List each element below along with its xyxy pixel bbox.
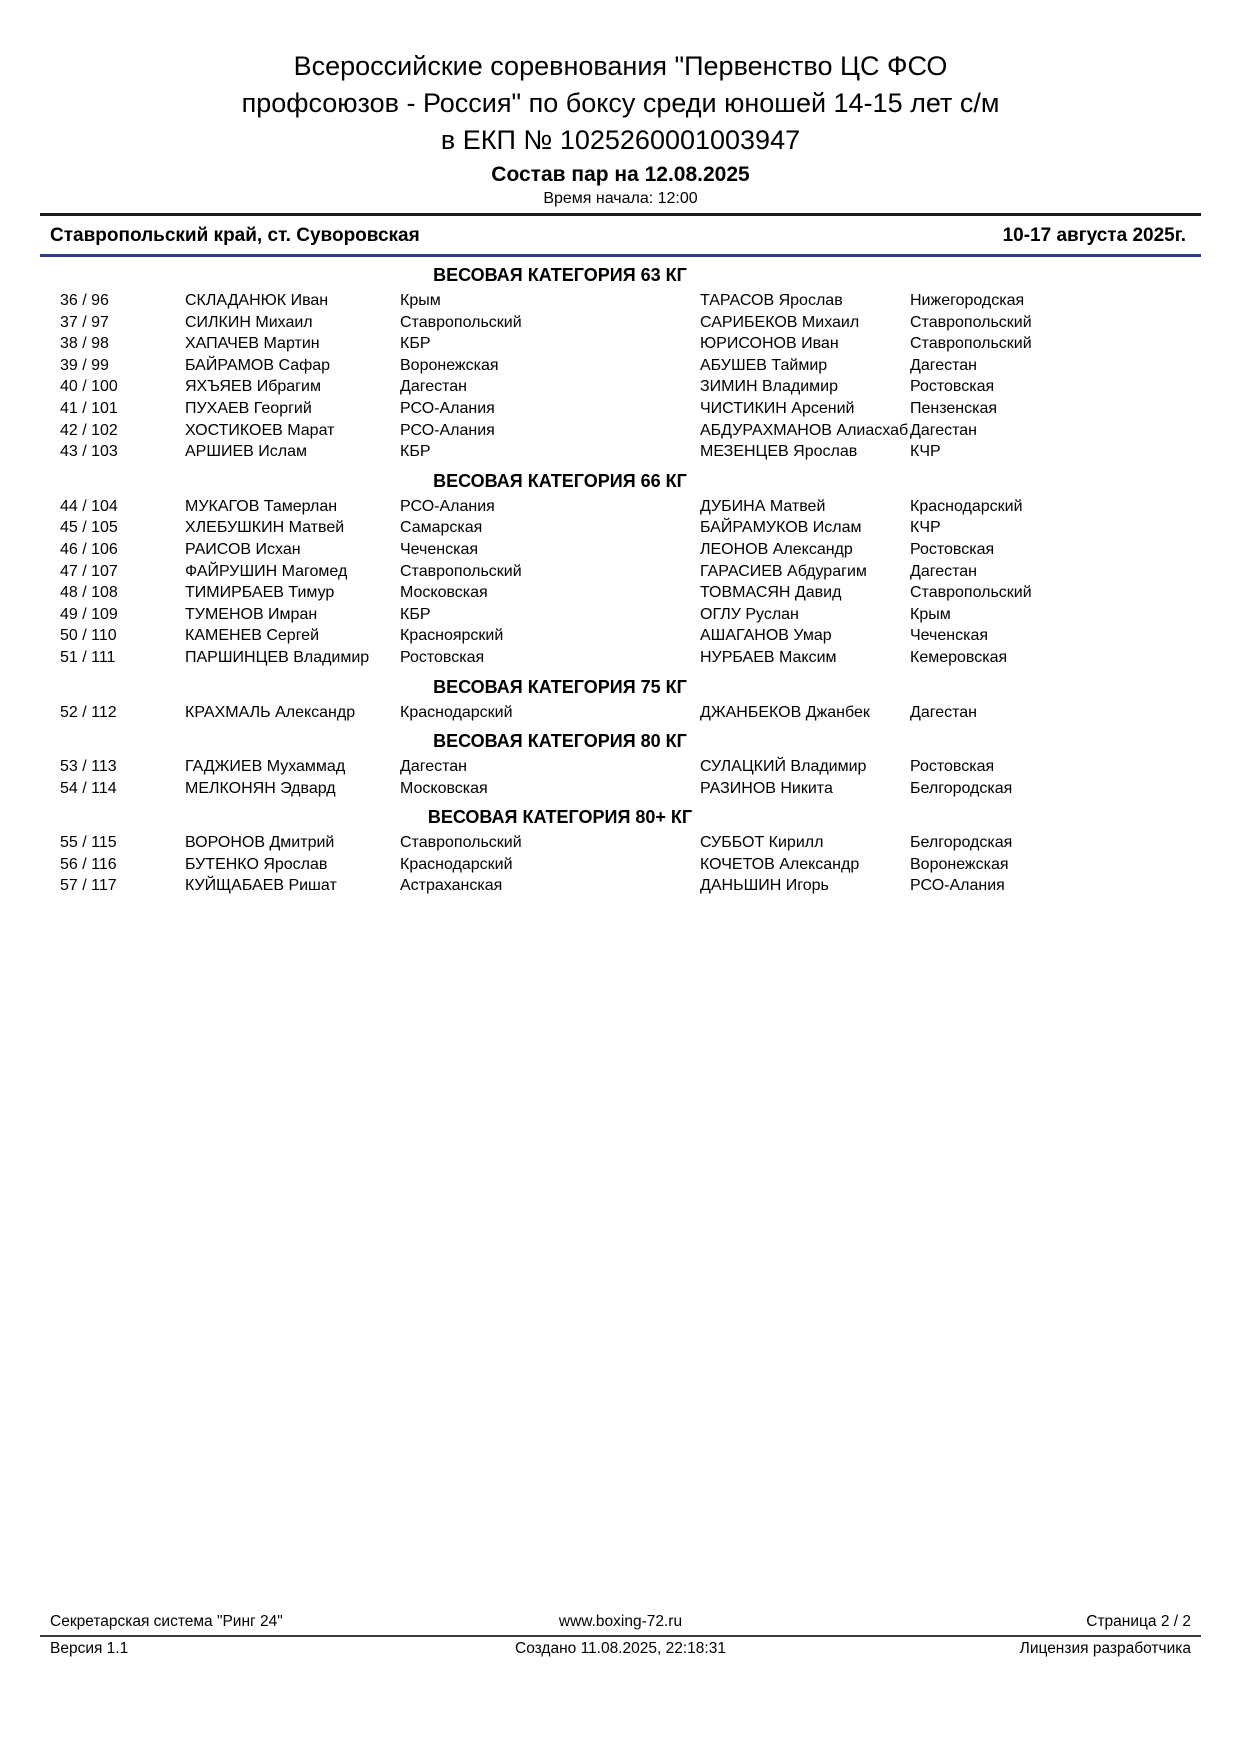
pair-row	[60, 398, 1060, 420]
pair-number: 38 / 98	[60, 335, 109, 353]
pair-row	[60, 875, 1060, 897]
footer-row-1	[50, 1612, 1191, 1632]
category-section	[60, 730, 1060, 799]
red-corner-name: КРАХМАЛЬ Александр	[185, 703, 356, 721]
red-corner-name: МЕЛКОНЯН Эдвард	[185, 779, 336, 797]
blue-corner-name: СУББОТ Кирилл	[700, 834, 824, 852]
pair-row	[60, 582, 1060, 604]
pair-row	[60, 517, 1060, 539]
category-heading: ВЕСОВАЯ КАТЕГОРИЯ 80 КГ	[433, 731, 687, 752]
red-corner-region: Самарская	[400, 519, 483, 537]
red-corner-region: Ставропольский	[400, 313, 522, 331]
dates-label: 10-17 августа 2025г.	[1002, 225, 1186, 246]
blue-corner-region: КЧР	[910, 519, 941, 537]
blue-corner-name: ЧИСТИКИН Арсений	[700, 399, 855, 417]
blue-corner-region: РСО-Алания	[910, 877, 1005, 895]
red-corner-region: РСО-Алания	[400, 497, 495, 515]
blue-corner-region: КЧР	[910, 443, 941, 461]
red-corner-name: КУЙЩАБАЕВ Ришат	[185, 877, 337, 895]
pair-number: 43 / 103	[60, 443, 118, 461]
blue-corner-name: ЮРИСОНОВ Иван	[700, 335, 839, 353]
red-corner-name: ЯХЪЯЕВ Ибрагим	[185, 378, 321, 396]
red-corner-region: Ставропольский	[400, 834, 522, 852]
pair-number: 44 / 104	[60, 497, 118, 515]
red-corner-name: ХАПАЧЕВ Мартин	[185, 335, 320, 353]
pair-row	[60, 854, 1060, 876]
footer-rule	[40, 1635, 1201, 1637]
category-body	[60, 702, 1060, 724]
pairs-table	[60, 264, 1060, 897]
red-corner-region: КБР	[400, 335, 431, 353]
red-corner-region: Ростовская	[400, 648, 485, 666]
pair-number: 51 / 111	[60, 648, 116, 666]
pair-row	[60, 376, 1060, 398]
pair-row	[60, 832, 1060, 854]
red-corner-region: Московская	[400, 584, 488, 602]
footer-license: Лицензия разработчика	[1019, 1640, 1191, 1657]
category-body	[60, 290, 1060, 463]
blue-corner-name: АБДУРАХМАНОВ Алиасхаб	[700, 421, 909, 439]
pair-row	[60, 561, 1060, 583]
red-corner-name: БУТЕНКО Ярослав	[185, 855, 328, 873]
blue-corner-region: Дагестан	[910, 421, 977, 439]
pair-number: 54 / 114	[60, 779, 117, 797]
blue-corner-name: ДЖАНБЕКОВ Джанбек	[700, 703, 870, 721]
red-corner-name: ВОРОНОВ Дмитрий	[185, 834, 335, 852]
pair-row	[60, 539, 1060, 561]
blue-corner-region: Чеченская	[910, 627, 989, 645]
page-title-line2: профсоюзов - Россия" по боксу среди юношей 14-15 лет с/м	[241, 88, 1000, 118]
footer-created: Создано 11.08.2025, 22:18:31	[515, 1640, 726, 1657]
red-corner-name: ХЛЕБУШКИН Матвей	[185, 519, 345, 537]
red-corner-name: ТУМЕНОВ Имран	[185, 605, 318, 623]
footer-website: www.boxing-72.ru	[558, 1613, 683, 1630]
blue-corner-name: ГАРАСИЕВ Абдурагим	[700, 562, 867, 580]
title-block	[0, 0, 1241, 209]
blue-corner-region: Краснодарский	[910, 497, 1023, 515]
pair-row	[60, 420, 1060, 442]
red-corner-region: Астраханская	[400, 877, 503, 895]
red-corner-region: РСО-Алания	[400, 399, 495, 417]
category-body	[60, 832, 1060, 897]
red-corner-name: РАИСОВ Исхан	[185, 540, 301, 558]
blue-corner-name: ОГЛУ Руслан	[700, 605, 799, 623]
red-corner-region: Ставропольский	[400, 562, 522, 580]
navy-rule	[40, 254, 1201, 257]
pair-row	[60, 290, 1060, 312]
blue-corner-region: Воронежская	[910, 855, 1009, 873]
red-corner-name: ГАДЖИЕВ Мухаммад	[185, 758, 346, 776]
pair-number: 41 / 101	[60, 399, 118, 417]
pairs-date-subtitle: Состав пар на 12.08.2025	[491, 163, 750, 186]
red-corner-name: ХОСТИКОЕВ Марат	[185, 421, 335, 439]
pair-row	[60, 441, 1060, 463]
category-body	[60, 756, 1060, 799]
blue-corner-region: Белгородская	[910, 779, 1013, 797]
start-time: Время начала: 12:00	[543, 190, 698, 207]
pair-number: 42 / 102	[60, 421, 118, 439]
category-section	[60, 806, 1060, 897]
footer-system: Секретарская система "Ринг 24"	[50, 1613, 283, 1630]
page-title-line3: в ЕКП № 1025260001003947	[440, 125, 801, 155]
red-corner-region: Дагестан	[400, 758, 467, 776]
red-corner-region: РСО-Алания	[400, 421, 495, 439]
red-corner-region: Крым	[400, 292, 441, 309]
pair-number: 56 / 116	[60, 855, 117, 873]
footer-page-number: Страница 2 / 2	[1086, 1613, 1191, 1630]
blue-corner-region: Ростовская	[910, 758, 995, 776]
blue-corner-name: АШАГАНОВ Умар	[700, 627, 832, 645]
blue-corner-name: ТАРАСОВ Ярослав	[700, 292, 843, 309]
red-corner-region: Краснодарский	[400, 703, 513, 721]
red-corner-name: АРШИЕВ Ислам	[185, 443, 308, 461]
venue-label: Ставропольский край, ст. Суворовская	[50, 225, 420, 246]
blue-corner-name: МЕЗЕНЦЕВ Ярослав	[700, 443, 858, 461]
blue-corner-name: АБУШЕВ Таймир	[700, 356, 828, 374]
blue-corner-name: НУРБАЕВ Максим	[700, 648, 837, 666]
red-corner-region: Воронежская	[400, 356, 499, 374]
category-body	[60, 496, 1060, 669]
pair-row	[60, 496, 1060, 518]
blue-corner-name: РАЗИНОВ Никита	[700, 779, 833, 797]
blue-corner-region: Белгородская	[910, 834, 1013, 852]
pair-row	[60, 312, 1060, 334]
blue-corner-region: Нижегородская	[910, 292, 1025, 309]
pair-row	[60, 756, 1060, 778]
footer-version: Версия 1.1	[50, 1640, 129, 1657]
blue-corner-name: ЗИМИН Владимир	[700, 378, 839, 396]
blue-corner-region: Пензенская	[910, 399, 998, 417]
red-corner-region: Краснодарский	[400, 855, 513, 873]
pair-row	[60, 333, 1060, 355]
red-corner-name: ПУХАЕВ Георгий	[185, 399, 312, 417]
blue-corner-name: ТОВМАСЯН Давид	[700, 584, 842, 602]
pair-number: 37 / 97	[60, 313, 109, 331]
pair-row	[60, 778, 1060, 800]
pair-number: 36 / 96	[60, 292, 109, 309]
pair-number: 45 / 105	[60, 519, 118, 537]
red-corner-name: СКЛАДАНЮК Иван	[185, 292, 329, 309]
pair-number: 49 / 109	[60, 605, 118, 623]
red-corner-name: БАЙРАМОВ Сафар	[185, 356, 331, 374]
blue-corner-region: Ростовская	[910, 540, 995, 558]
blue-corner-region: Дагестан	[910, 356, 977, 374]
red-corner-name: КАМЕНЕВ Сергей	[185, 627, 320, 645]
page-footer	[0, 1612, 1241, 1659]
pair-number: 57 / 117	[60, 877, 117, 895]
blue-corner-region: Ставропольский	[910, 584, 1032, 602]
blue-corner-region: Ростовская	[910, 378, 995, 396]
category-heading: ВЕСОВАЯ КАТЕГОРИЯ 75 КГ	[433, 676, 687, 697]
page-title-line1: Всероссийские соревнования "Первенство ЦС ФСО	[293, 51, 948, 81]
red-corner-name: ТИМИРБАЕВ Тимур	[185, 584, 335, 602]
pair-number: 40 / 100	[60, 378, 118, 396]
category-heading: ВЕСОВАЯ КАТЕГОРИЯ 80+ КГ	[427, 807, 693, 828]
pair-row	[60, 647, 1060, 669]
red-corner-region: Чеченская	[400, 540, 479, 558]
red-corner-name: МУКАГОВ Тамерлан	[185, 497, 338, 515]
pair-row	[60, 625, 1060, 647]
pair-number: 48 / 108	[60, 584, 118, 602]
blue-corner-name: ДУБИНА Матвей	[700, 497, 826, 515]
blue-corner-name: ЛЕОНОВ Александр	[700, 540, 853, 558]
red-corner-region: КБР	[400, 443, 431, 461]
red-corner-name: СИЛКИН Михаил	[185, 313, 313, 331]
red-corner-region: Красноярский	[400, 627, 504, 645]
blue-corner-region: Кемеровская	[910, 648, 1008, 666]
category-heading: ВЕСОВАЯ КАТЕГОРИЯ 63 КГ	[433, 265, 687, 285]
pair-number: 53 / 113	[60, 758, 117, 776]
blue-corner-region: Ставропольский	[910, 335, 1032, 353]
blue-corner-name: СУЛАЦКИЙ Владимир	[700, 758, 867, 776]
blue-corner-region: Дагестан	[910, 703, 977, 721]
red-corner-name: ПАРШИНЦЕВ Владимир	[185, 648, 370, 666]
blue-corner-region: Ставропольский	[910, 313, 1032, 331]
pair-number: 46 / 106	[60, 540, 118, 558]
pair-number: 50 / 110	[60, 627, 117, 645]
category-section	[60, 676, 1060, 724]
pair-number: 55 / 115	[60, 834, 117, 852]
category-section	[60, 264, 1060, 463]
venue-row	[50, 216, 1186, 254]
category-section	[60, 470, 1060, 669]
pair-row	[60, 604, 1060, 626]
blue-corner-name: САРИБЕКОВ Михаил	[700, 313, 860, 331]
category-heading: ВЕСОВАЯ КАТЕГОРИЯ 66 КГ	[433, 470, 687, 491]
pair-number: 47 / 107	[60, 562, 118, 580]
red-corner-name: ФАЙРУШИН Магомед	[185, 562, 348, 580]
blue-corner-region: Дагестан	[910, 562, 977, 580]
blue-corner-name: КОЧЕТОВ Александр	[700, 855, 860, 873]
footer-row-2	[50, 1639, 1191, 1659]
red-corner-region: КБР	[400, 605, 431, 623]
red-corner-region: Дагестан	[400, 378, 467, 396]
pair-row	[60, 702, 1060, 724]
blue-corner-name: ДАНЬШИН Игорь	[700, 877, 829, 895]
pair-row	[60, 355, 1060, 377]
pair-number: 39 / 99	[60, 356, 109, 374]
red-corner-region: Московская	[400, 779, 488, 797]
blue-corner-name: БАЙРАМУКОВ Ислам	[700, 519, 862, 537]
blue-corner-region: Крым	[910, 605, 951, 623]
pair-number: 52 / 112	[60, 703, 117, 721]
